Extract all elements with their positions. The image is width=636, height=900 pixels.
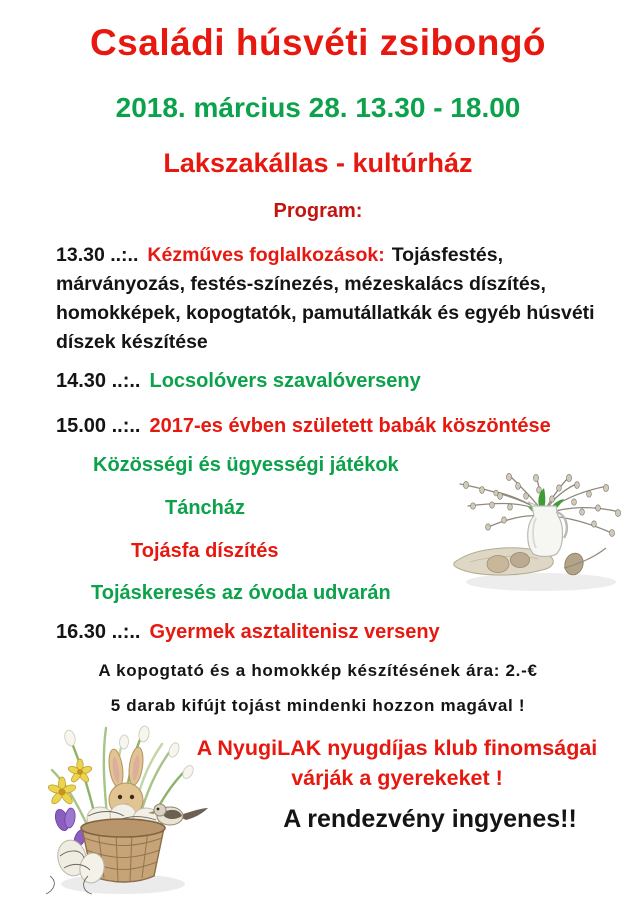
schedule-activity-title: Kézműves foglalkozások: [147,244,385,266]
schedule-item-1430 [56,370,428,393]
activity-egg-hunt: Tojáskeresés az óvoda udvarán [91,582,391,604]
schedule-item-1630 [56,621,447,644]
schedule-activity-details: Tojásfestés, márványozás, festés-színezés, mézeskalács díszítés, homokképek, kopogtatók, pamutállatkák és egyéb húsvéti díszek készítése [56,244,595,353]
schedule-item-1500 [56,415,558,438]
activity-egg-tree: Tojásfa díszítés [131,540,279,562]
schedule-time: 15.00 ..:.. [56,415,141,437]
schedule-activity-title: Gyermek asztalitenisz verseny [149,621,440,643]
activity-community-games: Közösségi és ügyességi játékok [93,454,399,476]
club-treats-line2: várják a gyerekeket ! [291,766,503,790]
event-venue: Lakszakállas - kultúrház [163,148,473,178]
program-heading: Program: [273,200,363,222]
note-price: A kopogtató és a homokkép készítésének ára: 2.-€ [98,661,538,680]
note-bring-eggs: 5 darab kifújt tojást mindenki hozzon magával ! [110,696,526,715]
schedule-item-1330 [56,241,612,357]
schedule-time: 13.30 ..:.. [56,244,139,266]
schedule-time: 14.30 ..:.. [56,370,141,392]
schedule-activity-title: Locsolóvers szavalóverseny [149,370,421,392]
page-title: Családi húsvéti zsibongó [89,22,547,63]
schedule-time: 16.30 ..:.. [56,621,141,643]
free-event-line: A rendezvény ingyenes!! [283,805,577,833]
club-treats-line1: A NyugiLAK nyugdíjas klub finomságai [196,736,598,760]
willow-vase-illustration [446,472,630,598]
activity-dance-house: Táncház [165,497,246,519]
schedule-activity-title: 2017-es évben született babák köszöntése [149,415,551,437]
willow-vase-image [446,472,630,598]
event-datetime: 2018. március 28. 13.30 - 18.00 [115,92,521,123]
